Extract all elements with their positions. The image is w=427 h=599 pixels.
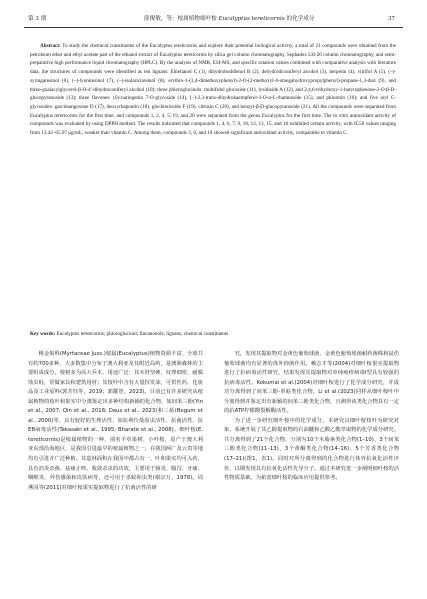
keywords-label: Key words: bbox=[30, 331, 56, 337]
body-column-left bbox=[28, 350, 203, 493]
keywords-text: Eucalyptus tereticornis; phloroglucinol; flavanonols; lignans; chemical constituents bbox=[55, 331, 229, 337]
running-header bbox=[24, 13, 403, 25]
body-paragraph: 为了进一步研究细叶桉中的化学成分，本研究以细叶桉枝叶为研究对象，系统开展了其乙醇提取物的石油醚和乙酸乙酯萃取物的化学成分研究。共分离得到了21个化合物，分别为10个木脂素类化合物(1–10)、3个间苯三酚类化合物(11–13)、3个黄酮类化合物(14–16)、5个芳香类化合物(17–21)(图1，表1)。同时对所分离得到的化合物进行体外抗氧化活性评价，以期发现具有抗氧化活性先导分子。通过本研究进一步阐明细叶桉的活性物质基础，为拓宽细叶桉的临床应用提供参考。 bbox=[224, 417, 399, 482]
abstract-label: Abstract: bbox=[40, 43, 61, 49]
body-column-right bbox=[224, 350, 399, 484]
running-title-species: Eucalyptus tereticornis bbox=[218, 16, 285, 22]
running-title-suffix: 的化学成分 bbox=[284, 16, 315, 22]
abstract-text: To study the chemical constituents of the Eucalyptus tereticornis and explore their potential biological activity, a total of 21 compounds were obtained from the petroleum ether and ethyl acetate part of the ethanol extract of Eucalyptus tereticornis by silica gel column chromatography, Sephadex LH-20 column chromatography, and semi-preparative high performance liquid chromatography (HPLC). By the analysis of NMR, ESI-MS, and specific rotation values combined with comparative analysis with literature data, the structures of compounds were identified as ten lignans: Ehletianol C (1), dihydrobuddlenol B (2), dehydrodiconiferyl alcohol (3), herpetin (4), vitrifol A (5), (–)-syringaresinol (6), (–)-lyoniresinol (7), (–)-isolariciresinol (8), erythro-1-(3,4-dimethoxyphenyl)-2-O-(2-methoxyl-4-omegahydroxypropylphenyl)-propane-1,3-diol (9), and threo-guaiacylglycerol-β-O-4'-dihydroconiferyl alcohol (10); three phloroglucinols: multifidol glucoside (11), lysidiside A (12), and 2,4,6-trihydroxy-1-butyrophenone-2-O-β-D-glucopyranoside (13); three flavones: (S)-naringenin 7-O-glycoside (14), (–)-2,3-trans-dihydrokaempferol-3-O-α-L-rhamnoside (15), and phloretin (16); and five aryl C-glycosides: garcimangosone D (17), deoxyrhapontin (18), glochierioside F (19), citrusin C (20), and benzyl-β-D-glucopyranoside (21). All the compounds were separated from Eucalyptus tereticornis for the first time, and compounds 1, 2, 4, 5, 19, and 20 were separated from the genus Eucalyptus for the first time. The in vitro antioxidant activity of compounds was evaluated by using DPPH method. The results indicated that compounds 1, 4, 6, 7, 9, 10, 12, 13, 15, and 16 exhibited certain activity, with IC50 values ranging from 13.42–65.97 μg/mL, weaker than vitamin C. Among them, compounds 3, 6, and 10 showed significant antioxidant activity, comparable to vitamin C. bbox=[30, 43, 396, 137]
running-title-prefix: 薛俊敏，等：桉属植物细叶桉 bbox=[144, 16, 219, 22]
body-paragraph: 桃金娘科(Myrtaceae Juss.)桉属(Eucalyptus)植物资源丰富，全球共有约700多种，大多数集中分布于澳大利亚及其附近岛屿，是澳洲森林的主要组成成分。桉树多为高大乔木，用途广泛：其木材坚硬、纹理细密，耐腐蚀虫蛀，常做家具和建筑用材；其枝叶中含有大量挥发油，可供医药、化妆品及工业原料(郭芳钰等，2019；郭耀登，2023)。目前已有许多研究从桉属植物的枝叶和果实中分离鉴定出多种结构新颖的化合物，如间苯三酚(Yin et al., 2007; Qin et al., 2018; Daus et al., 2023)和三萜(Begum et al., 2000)等，具有较好的生理活性，如抗利什曼原虫活性、抗菌活性、抗EB病毒活性(Takasaki et al., 1995; Bharate et al., 2008)。细叶桉(E. tereticornis)是桉属植物的一种，别名羊草果树、小叶桉，原产于澳大利亚东部沿海地区，是我国引进最早的桉属植物之一，在我国两广及云贵等地均有引进并广泛种植。其造林面积在我国中都占有一，叶和果实均可入药，具有消炎杀菌、祛痰止咳、收敛杀虫的功效，主要用于肠炎、腹泻、牙痛、咽喉炎、外伤感染和皮肤病等，还可用于杀蚊和虫类(谢宗万，1978)。周燕园等(2011)对细叶桉果实提取物进行了抗菌活性的研 bbox=[28, 351, 203, 491]
issue-number: 第 3 期 bbox=[28, 16, 47, 22]
body-paragraph: 究，发现其提取物对金黄色葡萄球菌、金黄色葡萄球菌耐药菌株和鼠伤葡萄球菌均有显著的体外抑菌作用。赖志才等(2004)对细叶桉果实提取物进行了抗病毒活性研究，结果发现其提取物对单纯疱疹病毒Ⅰ型具有较强的抗病毒活性。Kokumai et al.(2004)对细叶桉进行了化学成分研究，并成功分离得到了间苯三酚-单萜类化合物。Li et al.(2023)同样从细叶桉叶中分离得到并鉴定出有新颖的间苯三酚类化合物，且测得该类化合物具有一定的抗ATP柠檬酸裂解酶活性。 bbox=[224, 351, 399, 415]
running-title bbox=[144, 13, 314, 25]
abstract-paragraph bbox=[30, 42, 396, 138]
header-divider bbox=[24, 27, 403, 28]
page-number: 37 bbox=[387, 16, 395, 22]
keywords-line bbox=[30, 330, 396, 339]
